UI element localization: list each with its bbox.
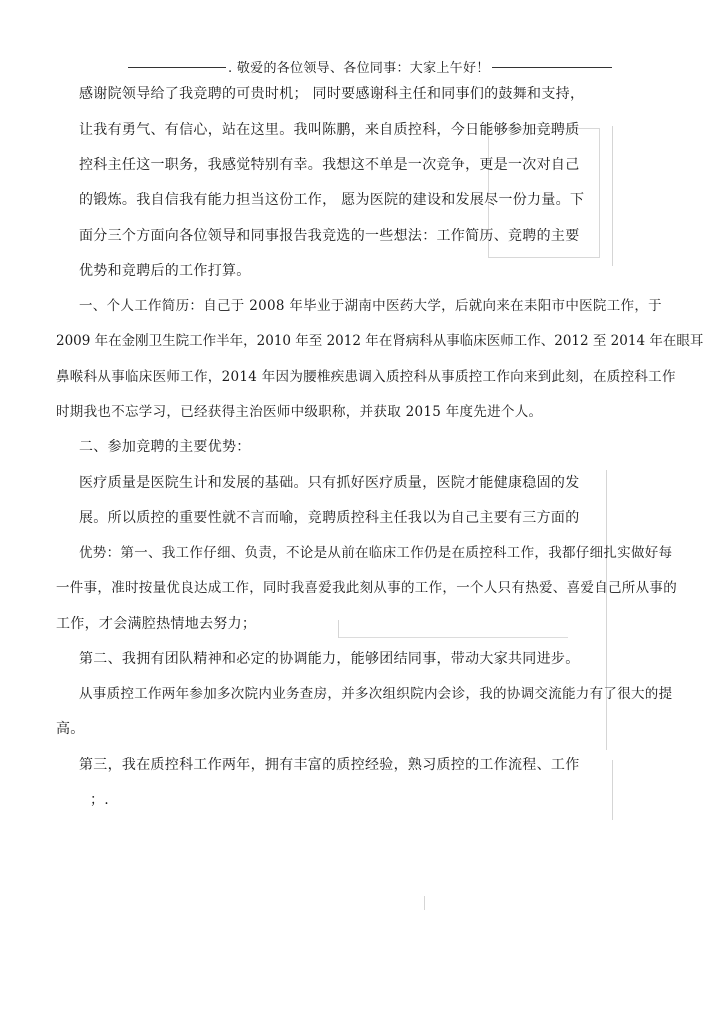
scan-artifact-line [424,896,425,910]
body-line: 鼻喉科从事临床医师工作，2014 年因为腰椎疾患调入质控科从事质控工作向来到此刻，在质控科工作 [56,369,676,385]
body-line: 第三，我在质控科工作两年，拥有丰富的质控经验，熟习质控的工作流程、工作 [79,757,580,773]
scan-artifact-line [612,760,613,820]
body-line: 展。所以质控的重要性就不言而喻，竞聘质控科主任我以为自己主要有三方面的 [79,510,580,526]
body-line: 面分三个方面向各位领导和同事报告我竞选的一些想法：工作简历、竞聘的主要 [79,228,580,244]
scan-artifact-line [606,470,607,750]
scan-artifact-line [612,126,613,266]
body-line: 时期我也不忘学习，已经获得主治医师中级职称，并获取 2015 年度先进个人。 [56,404,543,420]
scan-artifact-line [338,620,339,638]
body-line: 下 [570,192,585,208]
body-line: 一、个人工作简历：自己于 2008 年毕业于湖南中医药大学，后就向来在耒阳市中医院工作，于 [79,298,662,314]
scan-artifact-line [338,637,568,638]
body-line: 感谢院领导给了我竞聘的可贵时机； 同时要感谢科主任和同事们的鼓舞和支持， [79,86,585,102]
section-heading: 二、参加竞聘的主要优势： [79,439,251,455]
body-line: 优势和竞聘后的工作打算。 [79,263,251,279]
body-line: 医疗质量是医院生计和发展的基础。只有抓好医疗质量，医院才能健康稳固的发 [79,475,580,491]
body-line: 让我有勇气、有信心，站在这里。我叫陈鹏，来自质控科，今日能够参加竞聘质 [79,122,580,138]
body-line: 优势：第一、我工作仔细、负责，不论是从前在临床工作仍是在质控科工作，我都仔细扎实做好每 [79,545,673,561]
body-line: 2009 年在金刚卫生院工作半年，2010 年至 2012 年在肾病科从事临床医师工作、2012 至 2014 年在眼耳 [56,333,704,349]
body-line: 工作，才会满腔热情地去努力； [56,616,257,632]
body-line: 控科主任这一职务，我感觉特别有幸。我想这不单是一次竞争，更是一次对自己 [79,157,580,173]
greeting: . 敬爱的各位领导、各位同事：大家上午好！ [228,61,490,76]
body-line: 的锻炼。我自信我有能力担当这份工作， 愿为医院的建设和发展尽一份力量。 [79,192,570,208]
body-line: ；. [90,792,110,808]
body-line: 一件事，准时按量优良达成工作，同时我喜爱我此刻从事的工作，一个人只有热爱、喜爱自己所从事的 [56,580,677,596]
body-line: 第二、我拥有团队精神和必定的协调能力，能够团结同事，带动大家共同进步。 [79,651,580,667]
body-line: 从事质控工作两年参加多次院内业务查房，并多次组织院内会诊，我的协调交流能力有了很大的提 [79,686,673,702]
body-line: 高。 [56,721,85,737]
